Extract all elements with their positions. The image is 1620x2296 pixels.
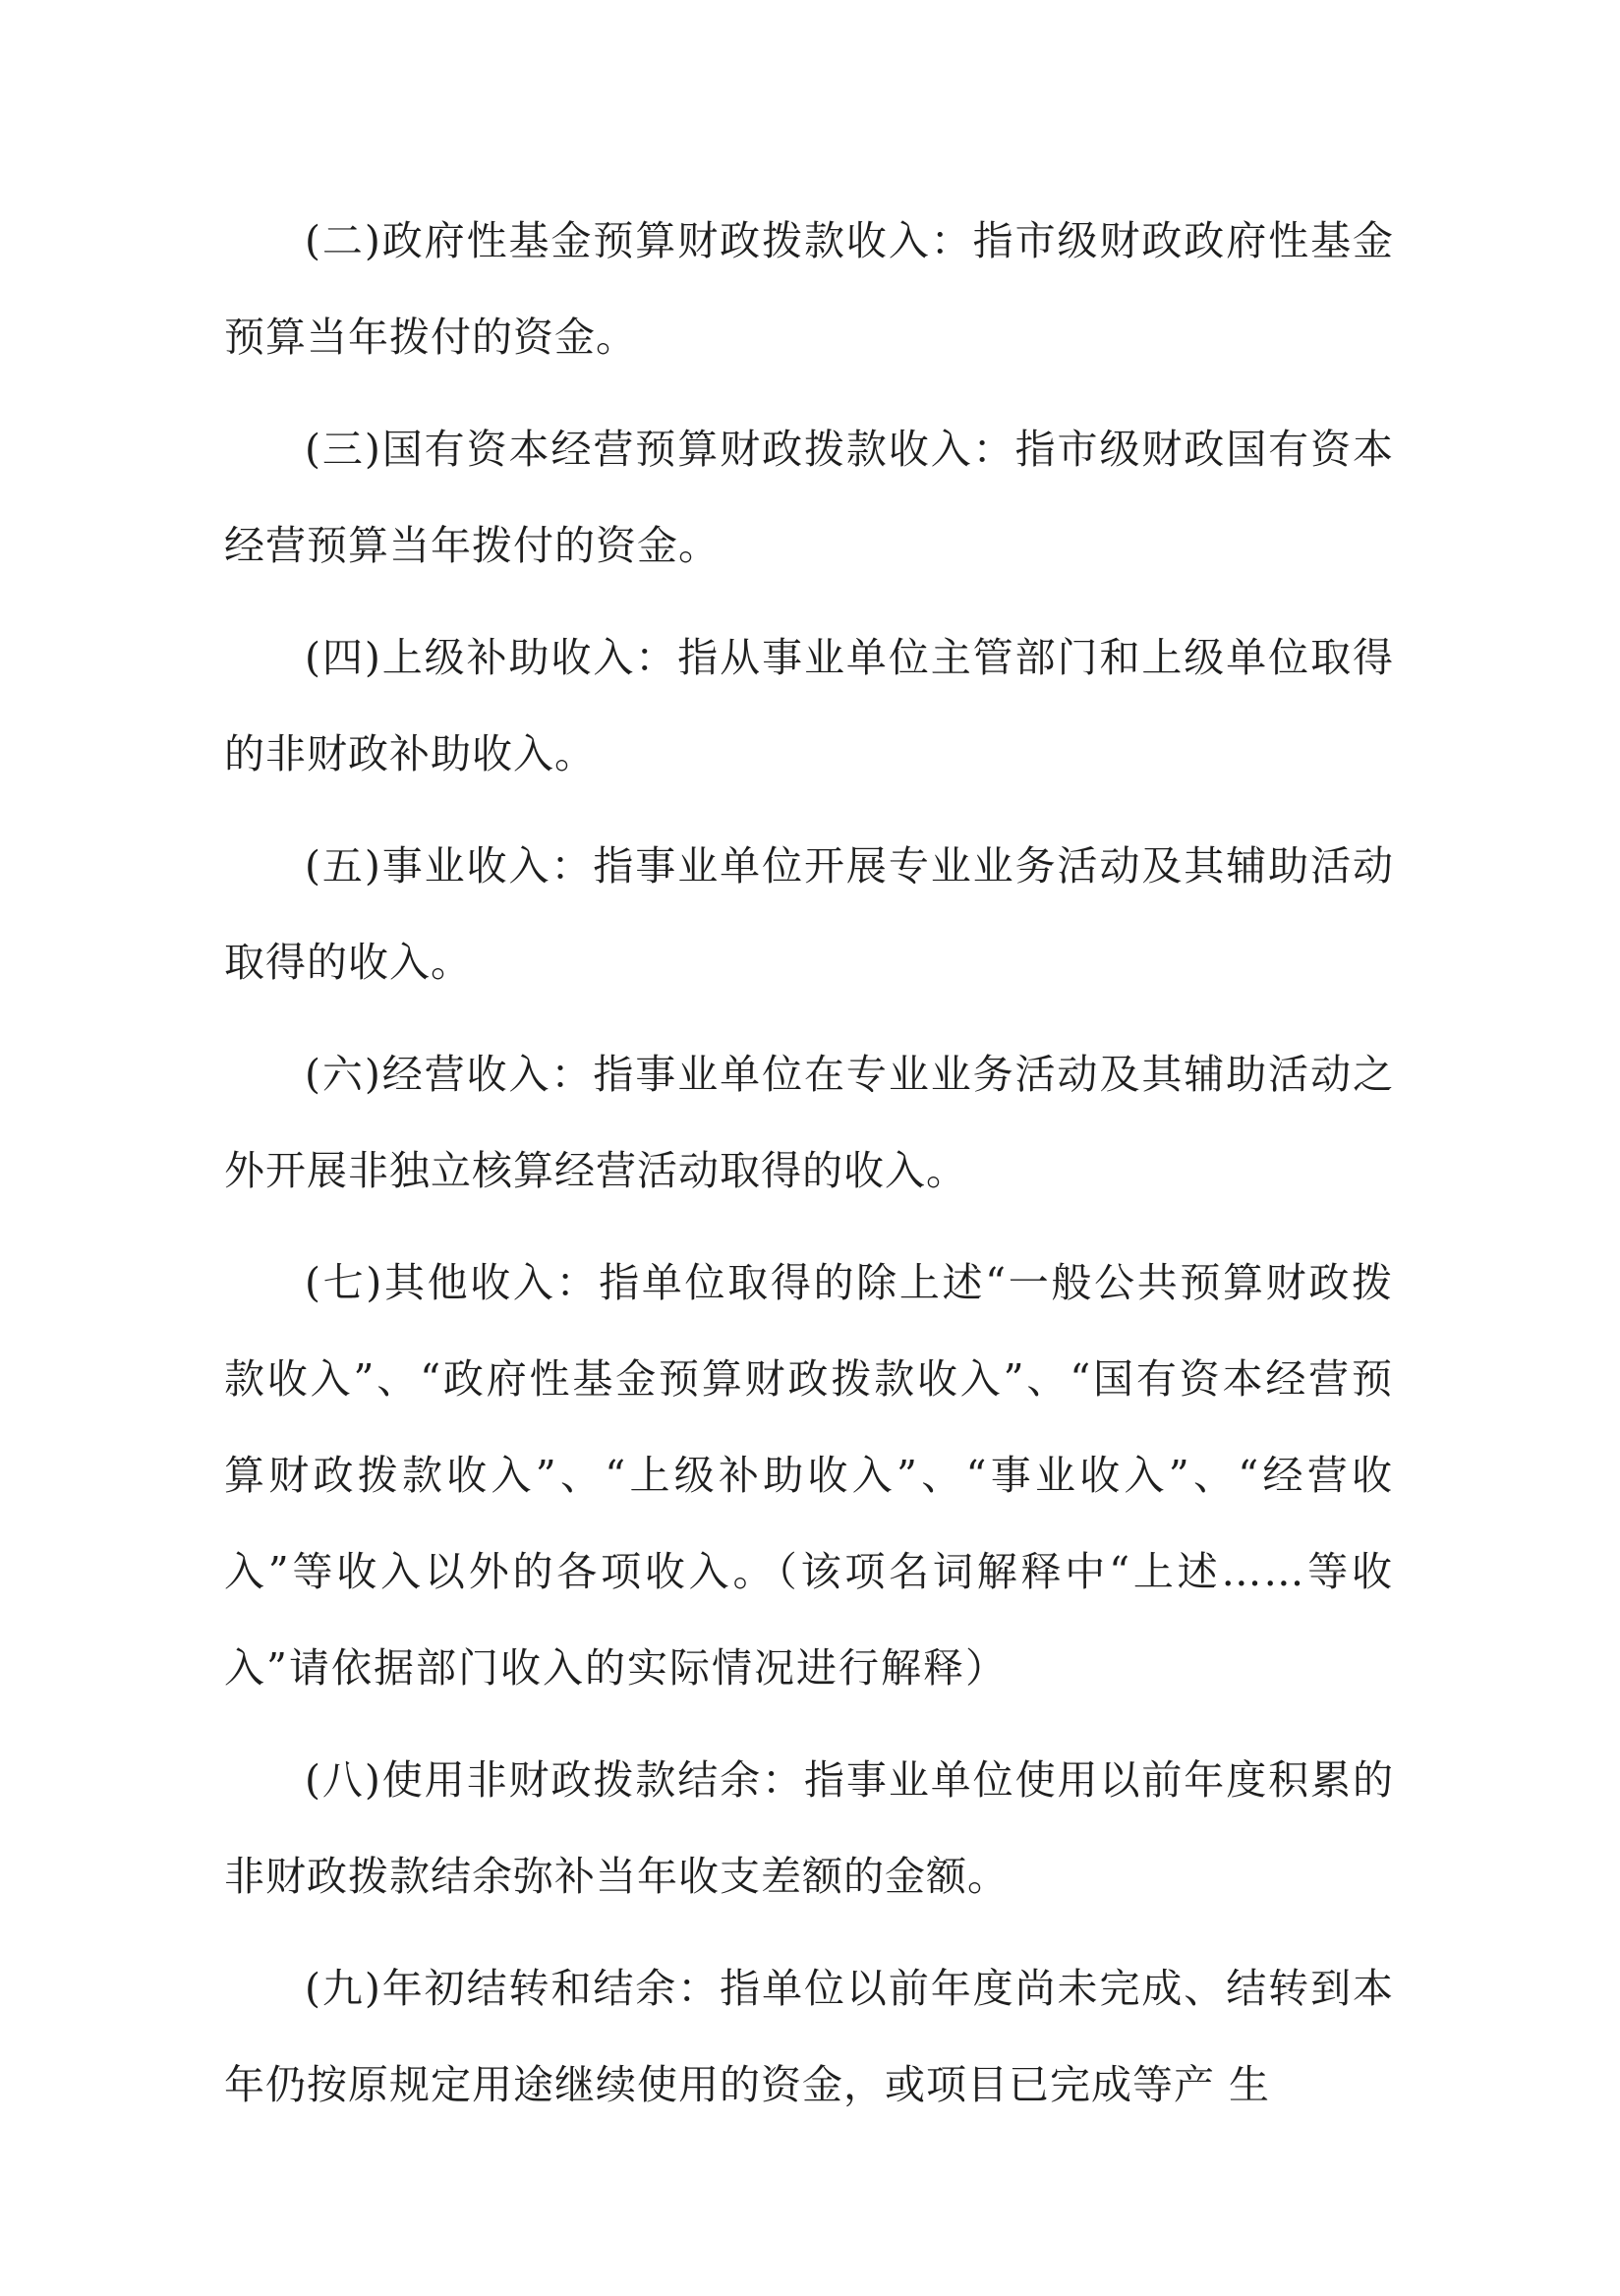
document-body bbox=[224, 193, 1394, 2133]
paragraph-3: (三)国有资本经营预算财政拨款收入：指市级财政国有资本经营预算当年拨付的资金。 bbox=[224, 426, 1394, 569]
paragraph-2: (二)政府性基金预算财政拨款收入：指市级财政政府性基金预算当年拨付的资金。 bbox=[224, 217, 1394, 361]
paragraph-5: (五)事业收入：指事业单位开展专业业务活动及其辅助活动取得的收入。 bbox=[224, 842, 1394, 986]
paragraph-4: (四)上级补助收入：指从事业单位主管部门和上级单位取得的非财政补助收入。 bbox=[224, 634, 1394, 777]
paragraph-7: (七)其他收入：指单位取得的除上述“一般公共预算财政拨款收入”、“政府性基金预算财政拨款收入”、“国有资本经营预算财政拨款收入”、“上级补助收入”、“事业收入”、“经营收入”等收入以外的各项收入。（该项名词解释中“上述……等收入”请依据部门收入的实际情况进行解释） bbox=[224, 1259, 1394, 1692]
paragraph-8: (八)使用非财政拨款结余：指事业单位使用以前年度积累的非财政拨款结余弥补当年收支差额的金额。 bbox=[224, 1756, 1394, 1900]
paragraph-9: (九)年初结转和结余：指单位以前年度尚未完成、结转到本年仍按原规定用途继续使用的资金，或项目已完成等产 生 bbox=[224, 1965, 1394, 2108]
paragraph-6: (六)经营收入：指事业单位在专业业务活动及其辅助活动之外开展非独立核算经营活动取得的收入。 bbox=[224, 1051, 1394, 1194]
